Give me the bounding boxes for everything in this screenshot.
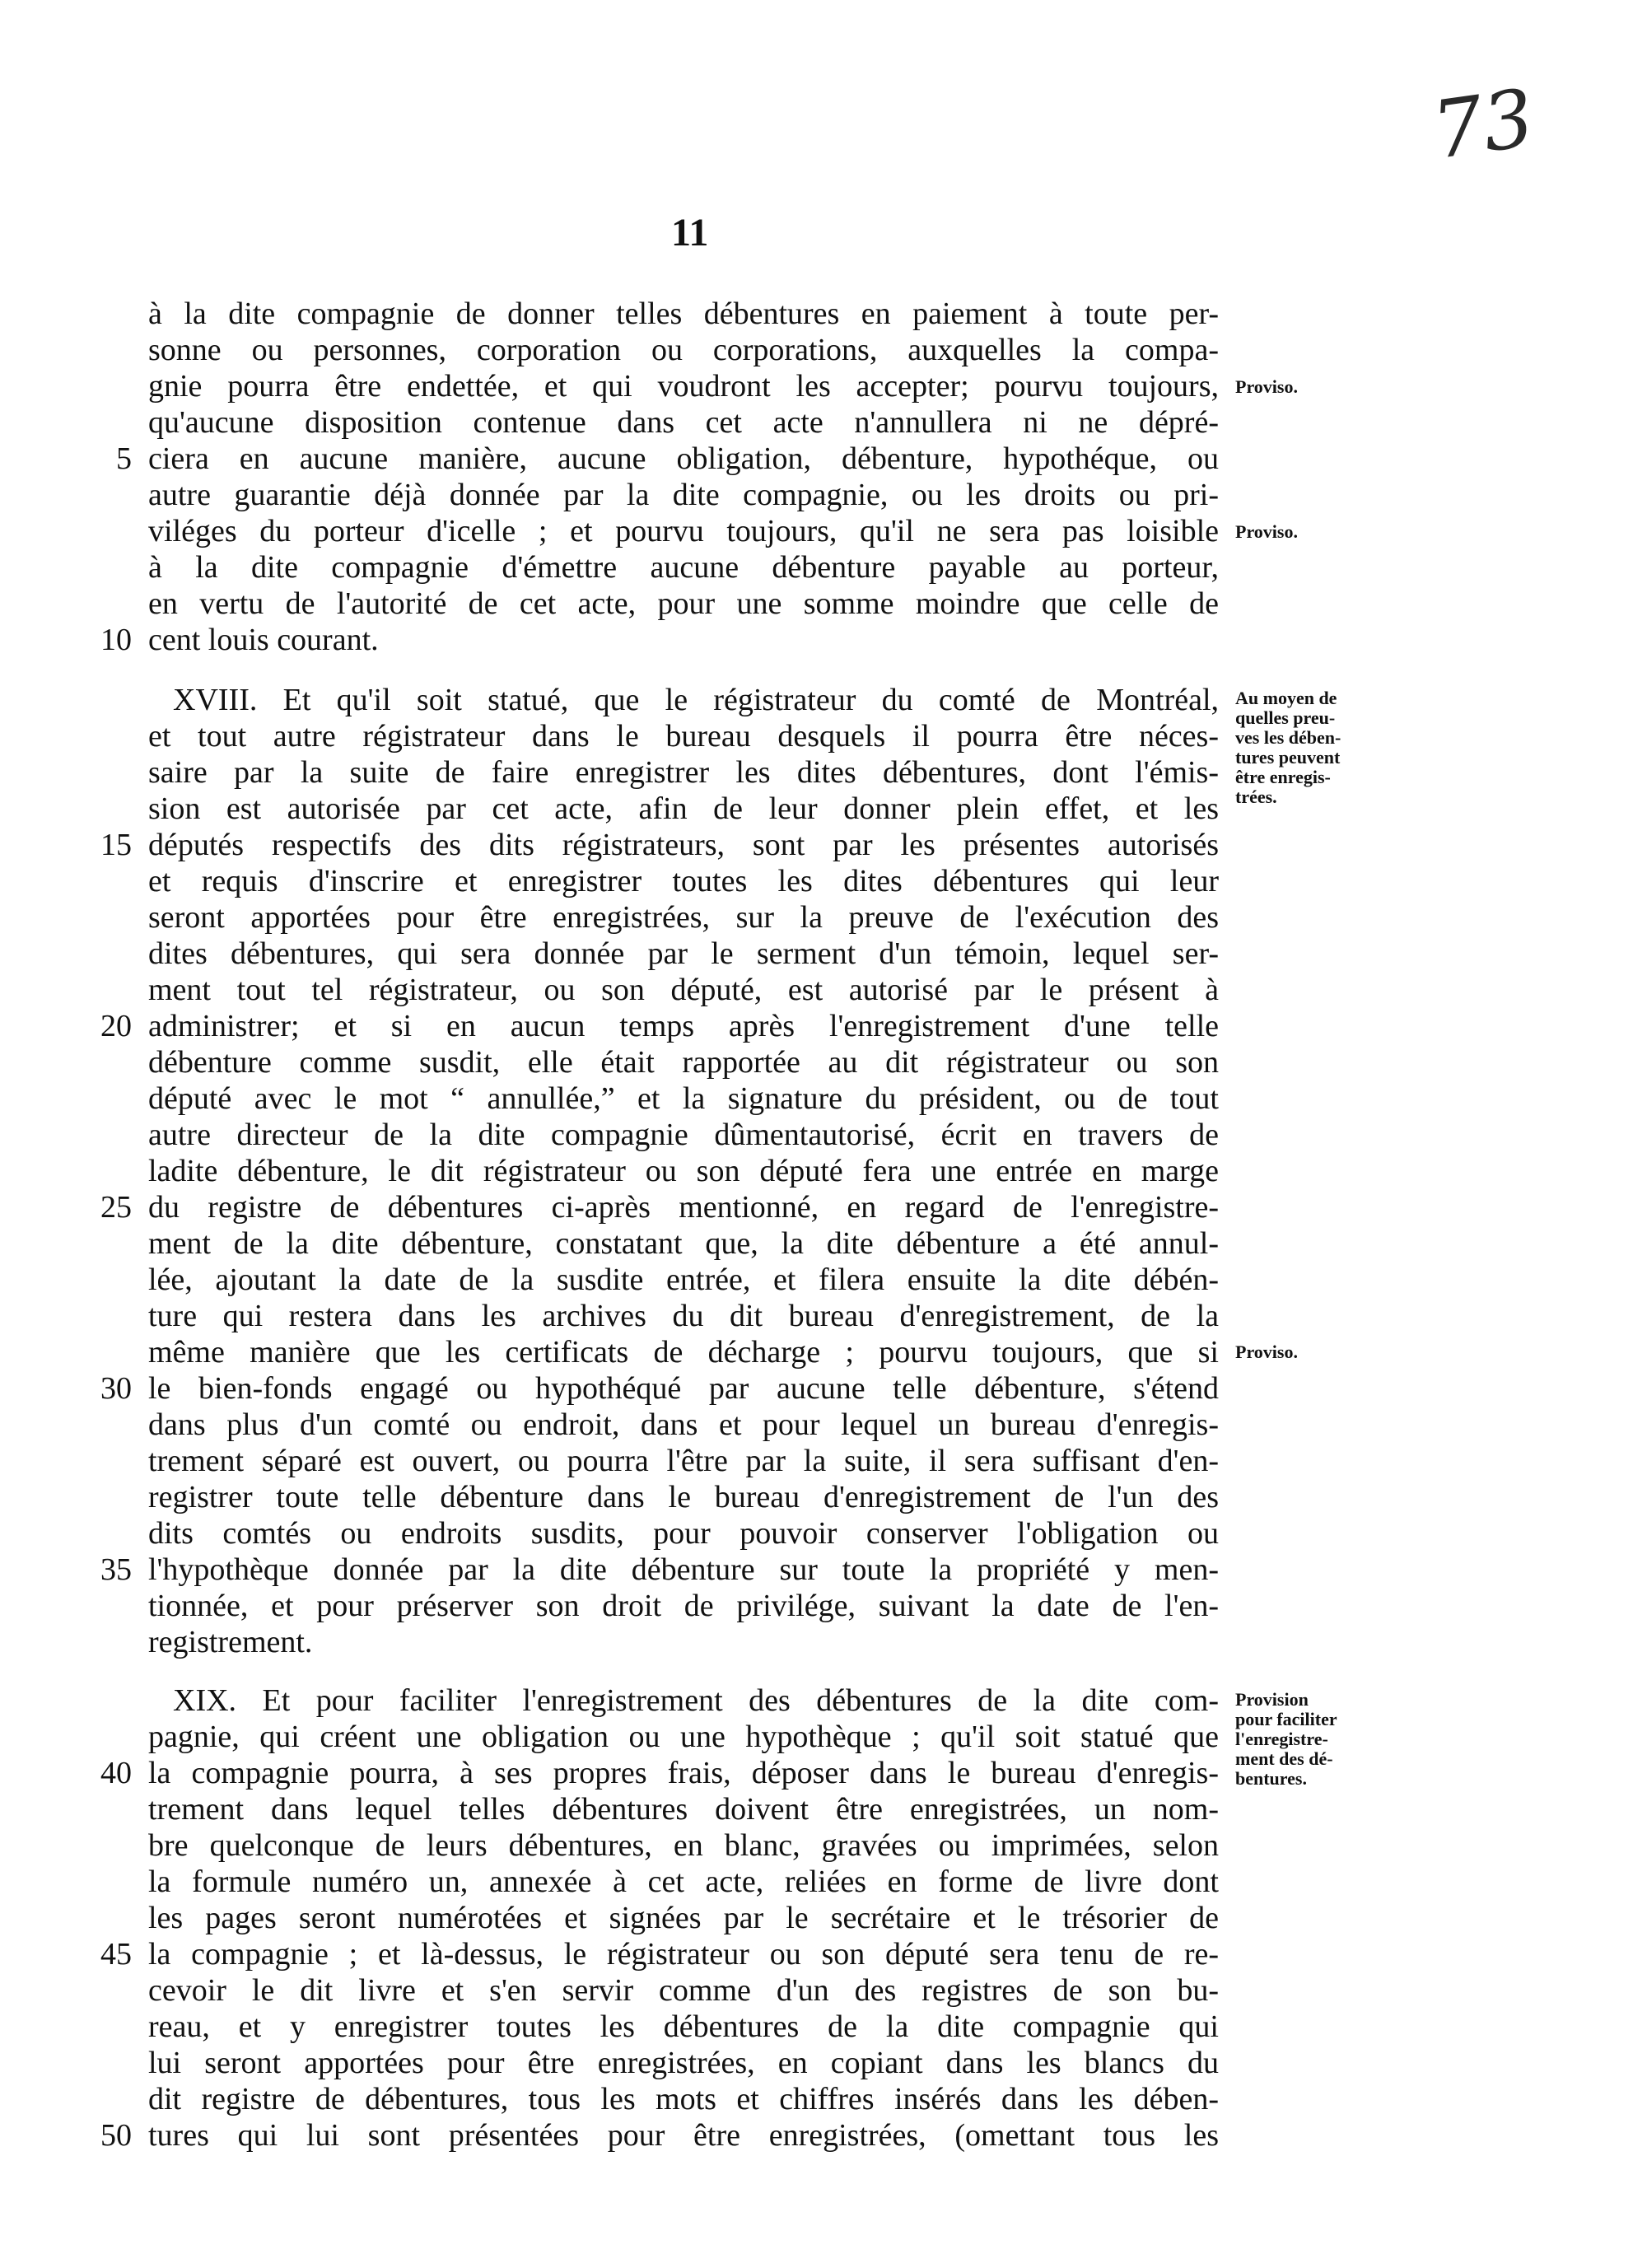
margin-note-line: Proviso. bbox=[1235, 1342, 1298, 1362]
margin-note-line: tures peuvent bbox=[1235, 747, 1341, 768]
text-line: registrer toute telle débenture dans le bureau d'enregistrement de l'un des bbox=[148, 1480, 1219, 1514]
line-number: 15 bbox=[100, 828, 132, 862]
text-line: cevoir le dit livre et s'en servir comme d'un des registres de son bu- bbox=[148, 1973, 1219, 2008]
text-line: ment tout tel régistrateur, ou son député, est autorisé par le présent à bbox=[148, 973, 1219, 1007]
margin-note-line: pour faciliter bbox=[1235, 1709, 1337, 1729]
line-number: 35 bbox=[100, 1552, 132, 1587]
text-line: débenture comme susdit, elle était rapportée au dit régistrateur ou son bbox=[148, 1045, 1219, 1080]
margin-note-line: ves les dében- bbox=[1235, 727, 1341, 748]
text-line: trement dans lequel telles débentures doivent être enregistrées, un nom- bbox=[148, 1792, 1219, 1827]
text-line: à la dite compagnie d'émettre aucune débenture payable au porteur, bbox=[148, 550, 1219, 585]
text-line: seront apportées pour être enregistrées, sur la preuve de l'exécution des bbox=[148, 900, 1219, 935]
text-line: trement séparé est ouvert, ou pourra l'être par la suite, il sera suffisant d'en- bbox=[148, 1444, 1219, 1478]
text-line: ment de la dite débenture, constatant que, la dite débenture a été annul- bbox=[148, 1226, 1219, 1261]
text-line: lée, ajoutant la date de la susdite entrée, et filera ensuite la dite débén- bbox=[148, 1262, 1219, 1297]
text-line: tures qui lui sont présentées pour être enregistrées, (omettant tous les bbox=[148, 2118, 1219, 2153]
margin-note-line: quelles preu- bbox=[1235, 707, 1336, 728]
text-line: dans plus d'un comté ou endroit, dans et pour lequel un bureau d'enregis- bbox=[148, 1407, 1219, 1442]
line-number: 30 bbox=[100, 1371, 132, 1406]
text-line: sion est autorisée par cet acte, afin de leur donner plein effet, et les bbox=[148, 791, 1219, 826]
text-line: dits comtés ou endroits susdits, pour pouvoir conserver l'obligation ou bbox=[148, 1516, 1219, 1551]
text-line: ciera en aucune manière, aucune obligation, débenture, hypothéque, ou bbox=[148, 441, 1219, 476]
line-number: 25 bbox=[100, 1190, 132, 1225]
margin-note-proviso bbox=[1235, 1342, 1425, 1362]
text-line: député avec le mot “ annullée,” et la signature du président, ou de tout bbox=[148, 1081, 1219, 1116]
line-number: 20 bbox=[100, 1009, 132, 1043]
margin-note-proviso bbox=[1235, 377, 1425, 397]
text-line: bre quelconque de leurs débentures, en blanc, gravées ou imprimées, selon bbox=[148, 1828, 1219, 1863]
text-line: à la dite compagnie de donner telles débentures en paiement à toute per- bbox=[148, 296, 1219, 331]
text-line: le bien-fonds engagé ou hypothéqué par aucune telle débenture, s'étend bbox=[148, 1371, 1219, 1406]
text-line: tionnée, et pour préserver son droit de privilége, suivant la date de l'en- bbox=[148, 1589, 1219, 1623]
margin-note-line: ment des dé- bbox=[1235, 1748, 1333, 1769]
text-line: qu'aucune disposition contenue dans cet acte n'annullera ni ne dépré- bbox=[148, 405, 1219, 440]
text-line: en vertu de l'autorité de cet acte, pour une somme moindre que celle de bbox=[148, 586, 1219, 621]
margin-note-line: Au moyen de bbox=[1235, 688, 1337, 708]
handwritten-folio-number: 73 bbox=[1426, 72, 1540, 177]
text-line: viléges du porteur d'icelle ; et pourvu toujours, qu'il ne sera pas loisible bbox=[148, 514, 1219, 548]
text-line: et tout autre régistrateur dans le bureau desquels il pourra être néces- bbox=[148, 719, 1219, 754]
text-line: la formule numéro un, annexée à cet acte, reliées en forme de livre dont bbox=[148, 1864, 1219, 1899]
text-line: ladite débenture, le dit régistrateur ou son député fera une entrée en marge bbox=[148, 1154, 1219, 1188]
margin-note-line: Proviso. bbox=[1235, 376, 1298, 397]
text-line: saire par la suite de faire enregistrer les dites débentures, dont l'émis- bbox=[148, 755, 1219, 790]
section-heading-line: XIX. Et pour faciliter l'enregistrement des débentures de la dite com- bbox=[173, 1683, 1219, 1718]
text-line: députés respectifs des dits régistrateurs, sont par les présentes autorisés bbox=[148, 828, 1219, 862]
text-line: administrer; et si en aucun temps après l'enregistrement d'une telle bbox=[148, 1009, 1219, 1043]
page-number: 11 bbox=[671, 211, 709, 254]
margin-note-provision bbox=[1235, 1690, 1425, 1789]
section-heading-line: XVIII. Et qu'il soit statué, que le régistrateur du comté de Montréal, bbox=[173, 683, 1219, 717]
text-line: la compagnie ; et là-dessus, le régistrateur ou son député sera tenu de re- bbox=[148, 1937, 1219, 1972]
text-line: sonne ou personnes, corporation ou corporations, auxquelles la compa- bbox=[148, 333, 1219, 367]
margin-note-line: être enregis- bbox=[1235, 767, 1331, 787]
margin-note-registration bbox=[1235, 688, 1425, 807]
text-line: les pages seront numérotées et signées par le secrétaire et le trésorier de bbox=[148, 1901, 1219, 1935]
margin-note-line: Provision bbox=[1235, 1689, 1309, 1710]
line-number: 45 bbox=[100, 1937, 132, 1972]
text-line: registrement. bbox=[148, 1625, 313, 1659]
margin-note-line: Proviso. bbox=[1235, 521, 1298, 542]
text-line: pagnie, qui créent une obligation ou une hypothèque ; qu'il soit statué que bbox=[148, 1720, 1219, 1754]
text-line: dites débentures, qui sera donnée par le serment d'un témoin, lequel ser- bbox=[148, 936, 1219, 971]
text-line: gnie pourra être endettée, et qui voudront les accepter; pourvu toujours, bbox=[148, 369, 1219, 404]
text-line: et requis d'inscrire et enregistrer toutes les dites débentures qui leur bbox=[148, 864, 1219, 898]
text-line: la compagnie pourra, à ses propres frais, déposer dans le bureau d'enregis- bbox=[148, 1756, 1219, 1790]
text-line: lui seront apportées pour être enregistrées, en copiant dans les blancs du bbox=[148, 2046, 1219, 2080]
text-line: autre guarantie déjà donnée par la dite compagnie, ou les droits ou pri- bbox=[148, 478, 1219, 512]
text-line: même manière que les certificats de décharge ; pourvu toujours, que si bbox=[148, 1335, 1219, 1370]
margin-note-line: bentures. bbox=[1235, 1768, 1307, 1789]
text-line: autre directeur de la dite compagnie dûmentautorisé, écrit en travers de bbox=[148, 1118, 1219, 1152]
text-line: l'hypothèque donnée par la dite débenture sur toute la propriété y men- bbox=[148, 1552, 1219, 1587]
line-number: 40 bbox=[100, 1756, 132, 1790]
text-line: ture qui restera dans les archives du dit bureau d'enregistrement, de la bbox=[148, 1299, 1219, 1333]
text-line: du registre de débentures ci-après mentionné, en regard de l'enregistre- bbox=[148, 1190, 1219, 1225]
margin-note-proviso bbox=[1235, 522, 1425, 542]
line-number: 5 bbox=[116, 441, 132, 476]
margin-note-line: trées. bbox=[1235, 786, 1277, 807]
margin-note-line: l'enregistre- bbox=[1235, 1729, 1328, 1749]
line-number: 50 bbox=[100, 2118, 132, 2153]
text-line: reau, et y enregistrer toutes les débentures de la dite compagnie qui bbox=[148, 2009, 1219, 2044]
line-number: 10 bbox=[100, 623, 132, 657]
text-line: dit registre de débentures, tous les mots et chiffres insérés dans les dében- bbox=[148, 2082, 1219, 2116]
text-line: cent louis courant. bbox=[148, 623, 379, 657]
